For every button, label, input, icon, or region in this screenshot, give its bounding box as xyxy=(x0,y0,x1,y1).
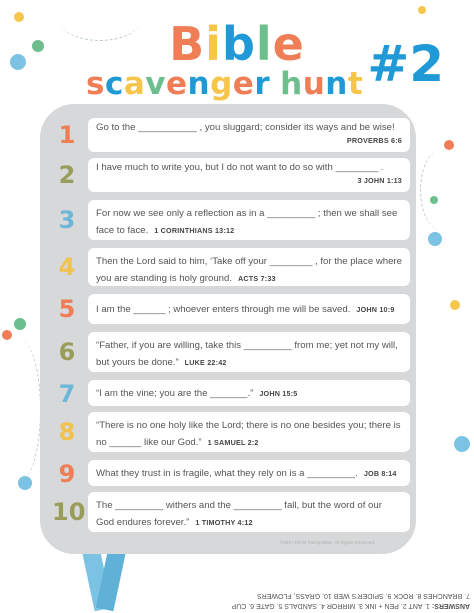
question-card xyxy=(88,460,410,486)
decor-dash xyxy=(0,340,41,480)
title-letter: u xyxy=(302,66,326,102)
title-letter: a xyxy=(123,66,146,102)
answers-label: ANSWERS: xyxy=(431,602,470,609)
question-row xyxy=(52,492,410,532)
decor-dot xyxy=(428,232,442,246)
scripture-reference: JOB 8:14 xyxy=(363,468,397,478)
scripture-reference: LUKE 22:42 xyxy=(184,358,227,367)
answers-line1: 1. ANT 2. PEN + INK 3. MIRROR 4. SANDALS 5. GATE 6. CUP xyxy=(231,602,430,609)
title-letter: e xyxy=(272,17,305,71)
question-number: 9 xyxy=(58,460,76,488)
question-row xyxy=(52,380,410,406)
title-letter: v xyxy=(145,66,166,102)
decor-dot xyxy=(14,318,26,330)
scripture-reference: PROVERBS 6:6 xyxy=(346,136,402,145)
question-text: “Father, if you are willing, take this _________ from me; yet not my will, but yours be done.” xyxy=(96,340,398,368)
title-letter: b xyxy=(221,17,256,71)
question-number: 4 xyxy=(58,253,76,281)
question-card xyxy=(88,200,410,240)
question-number: 7 xyxy=(58,380,76,408)
question-text: I have much to write you, but I do not want to do so with ________ . xyxy=(96,162,384,173)
title-letter: n xyxy=(187,66,211,102)
question-text: “I am the vine; you are the _______.” xyxy=(96,387,254,399)
question-text: What they trust in is fragile, what they rely on is a _________. xyxy=(96,467,358,479)
title-scavenger-hunt xyxy=(86,66,363,102)
question-number: 8 xyxy=(58,418,76,446)
decor-dash xyxy=(420,150,461,230)
question-row xyxy=(52,158,410,192)
question-row xyxy=(52,200,410,240)
question-text: Go to the ___________ , you sluggard; consider its ways and be wise! xyxy=(96,122,395,133)
question-row xyxy=(52,332,410,372)
title-letter: s xyxy=(86,66,105,102)
title-letter: B xyxy=(169,17,206,71)
question-text: For now we see only a reflection as in a _________ ; then we shall see face to face. xyxy=(96,208,398,236)
scripture-reference: JOHN 10:9 xyxy=(356,304,395,314)
scripture-reference: ACTS 7:33 xyxy=(238,274,276,283)
title-letter: e xyxy=(165,66,188,102)
question-text: The _________ withers and the _________ fall, but the word of our God endures forever.” xyxy=(96,500,382,528)
question-number: 2 xyxy=(58,161,76,189)
question-number: 6 xyxy=(58,338,76,366)
question-row xyxy=(52,460,410,486)
title-letter: t xyxy=(347,66,364,102)
question-row xyxy=(52,118,410,152)
title-letter: n xyxy=(325,66,348,102)
question-text: “There is no one holy like the Lord; there is no one besides you; there is no ______ like our God.” xyxy=(96,420,401,448)
decor-dot xyxy=(450,300,460,310)
question-number: 10 xyxy=(52,498,86,526)
question-number: 1 xyxy=(58,121,76,149)
title-letter: g xyxy=(210,66,233,102)
answers-line2: 7. BRANCHES 8. ROCK 9. SPIDER'S WEB 10. GRASS, FLOWERS xyxy=(257,592,470,599)
title-letter: i xyxy=(205,17,222,71)
question-card xyxy=(88,380,410,406)
question-card xyxy=(88,248,410,286)
decor-dot xyxy=(418,6,426,14)
answer-key xyxy=(120,566,470,610)
title-letter: l xyxy=(255,17,273,71)
decor-dot xyxy=(444,140,454,150)
title-letter: c xyxy=(104,66,124,102)
question-card xyxy=(88,412,410,452)
question-number: 3 xyxy=(58,206,76,234)
title-letter: h xyxy=(280,66,303,102)
question-card xyxy=(88,332,410,372)
question-number: 5 xyxy=(58,295,76,323)
question-card xyxy=(88,118,410,152)
question-row xyxy=(52,412,410,452)
question-text: Then the Lord said to him, ‘Take off your ________ , for the place where you are standing is holy ground. xyxy=(96,256,402,284)
title-number: #2 xyxy=(367,35,444,93)
title-letter: r xyxy=(254,66,271,102)
decor-dot xyxy=(2,330,12,340)
question-card xyxy=(88,492,410,532)
question-card xyxy=(88,158,410,192)
copyright: ©2017 Christ Family Bible. All Rights Reserved. xyxy=(280,540,376,545)
scripture-reference: 3 JOHN 1:13 xyxy=(357,176,402,185)
question-card xyxy=(88,294,410,324)
question-row xyxy=(52,294,410,324)
scripture-reference: 1 TIMOTHY 4:12 xyxy=(195,518,253,527)
question-text: I am the ______ ; whoever enters through me will be saved. xyxy=(96,303,351,315)
title-letter: e xyxy=(232,66,255,102)
decor-dot xyxy=(454,436,470,452)
question-row xyxy=(52,248,410,286)
scripture-reference: JOHN 15:5 xyxy=(259,388,298,398)
scripture-reference: 1 SAMUEL 2:2 xyxy=(207,438,259,447)
scripture-reference: 1 CORINTHIANS 13:12 xyxy=(154,226,235,235)
